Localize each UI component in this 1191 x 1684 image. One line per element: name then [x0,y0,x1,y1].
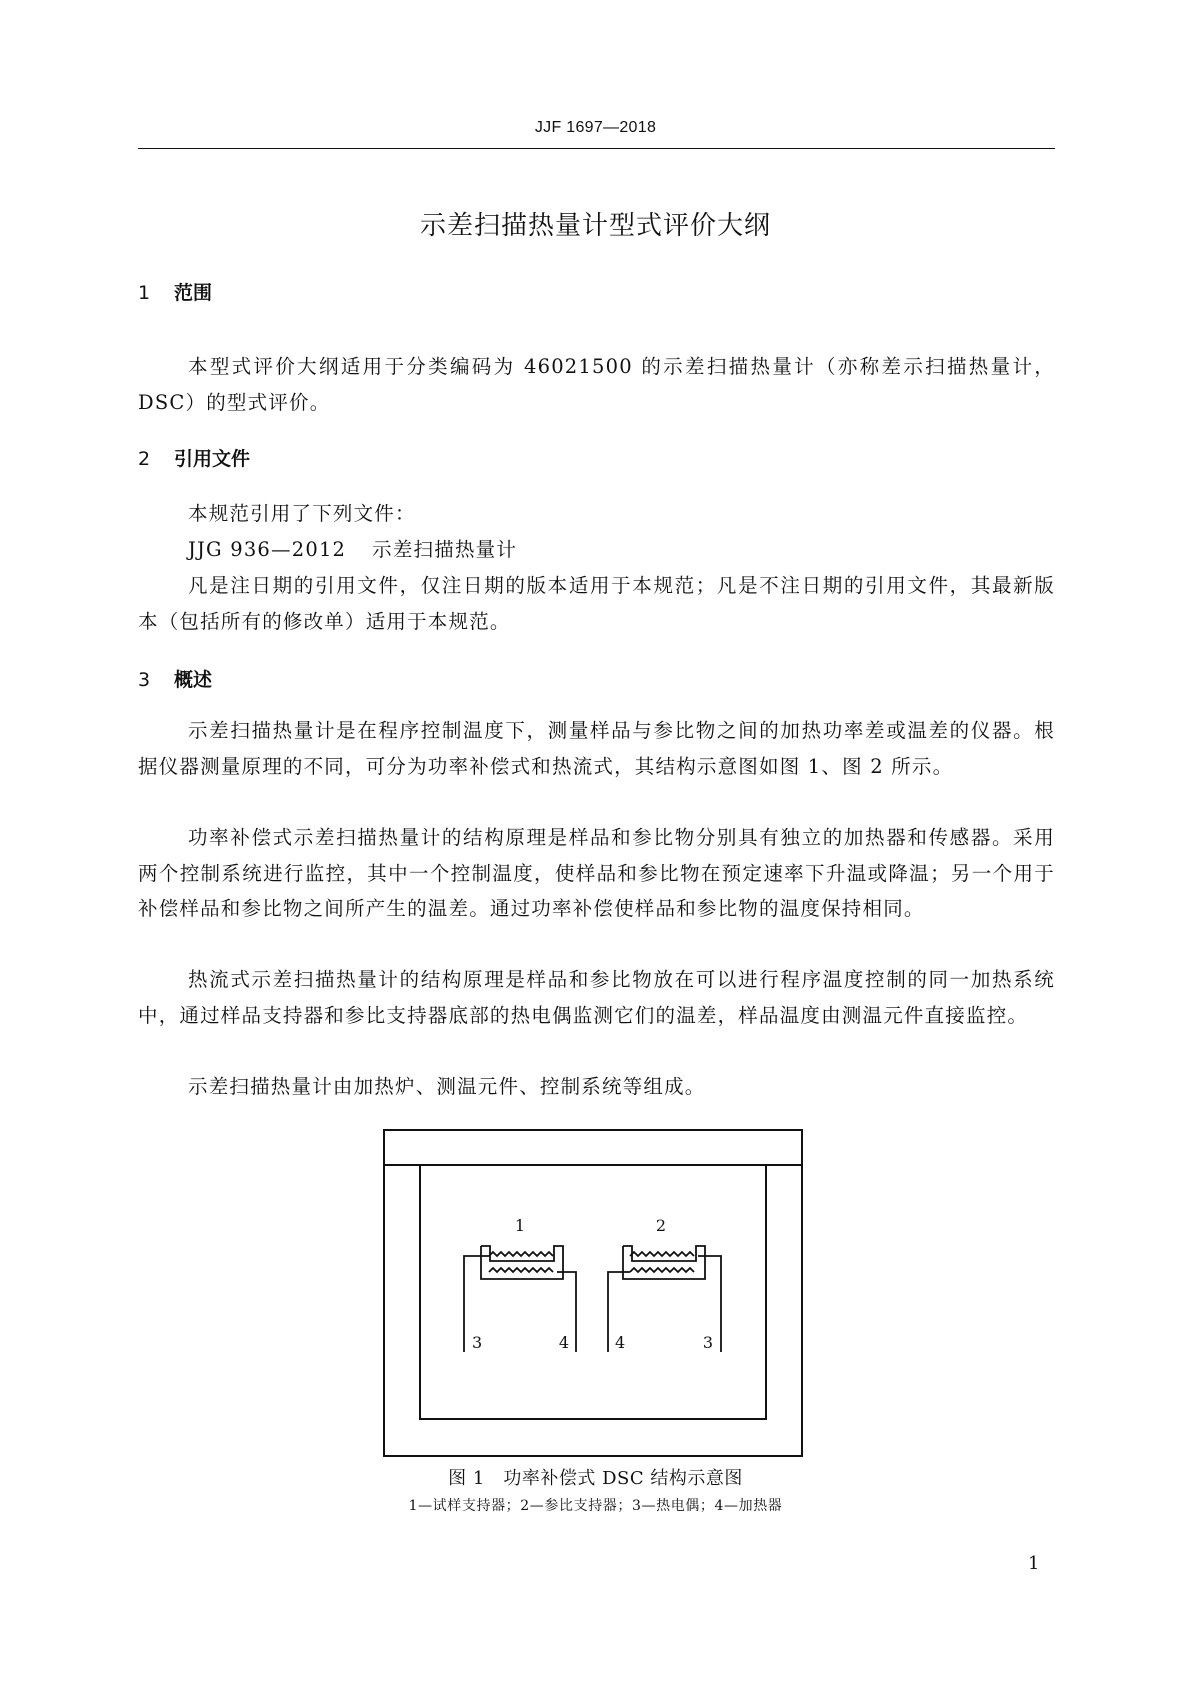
section-3-paragraph-4: 示差扫描热量计由加热炉、测温元件、控制系统等组成。 [188,1075,706,1098]
section-3-number: 3 [138,669,151,691]
figure-1-caption: 图 1 功率补偿式 DSC 结构示意图 [448,1468,743,1489]
document-title: 示差扫描热量计型式评价大纲 [419,211,771,241]
section-1-title: 范围 [174,282,213,304]
reference-sensor-coil [630,1252,694,1256]
section-1-heading [138,280,212,306]
section-1-paragraph: 本型式评价大纲适用于分类编码为 46021500 的示差扫描热量计（亦称差示扫描热量计，DSC）的型式评价。 [138,355,1055,414]
section-1-number: 1 [138,282,151,304]
figure-1-legend: 1—试样支持器；2—参比支持器；3—热电偶；4—加热器 [408,1498,783,1514]
page-number: 1 [1028,1553,1040,1574]
section-3-paragraph-3: 热流式示差扫描热量计的结构原理是样品和参比物放在可以进行程序温度控制的同一加热系统中，通过样品支持器和参比支持器底部的热电偶监测它们的温差，样品温度由测温元件直接监控。 [138,968,1055,1027]
section-2-title: 引用文件 [174,448,251,470]
section-3-paragraph-1: 示差扫描热量计是在程序控制温度下，测量样品与参比物之间的加热功率差或温差的仪器。根据仪器测量原理的不同，可分为功率补偿式和热流式，其结构示意图如图 1、图 2 所示。 [138,719,1055,778]
label-thermocouple-left: 3 [472,1333,483,1352]
sample-holder-cup [481,1246,563,1279]
header-rule [138,148,1055,149]
section-3-heading [138,667,212,693]
section-2-intro: 本规范引用了下列文件： [188,502,416,525]
label-sample-holder: 1 [514,1216,526,1235]
section-3-title: 概述 [174,669,213,691]
label-reference-holder: 2 [655,1216,667,1235]
section-2-heading [138,446,250,472]
section-2-number: 2 [138,448,151,470]
label-heater-right: 4 [615,1333,626,1352]
reference-heater-coil [630,1268,694,1272]
reference-code: JJG 936—2012 [188,538,347,561]
reference-title: 示差扫描热量计 [372,538,518,561]
header-standard-code: JJF 1697—2018 [534,119,657,136]
reference-holder-cup [623,1246,705,1279]
sample-sensor-coil [489,1252,553,1256]
sample-heater-coil [489,1268,553,1272]
furnace-outer-wall [384,1130,802,1456]
reference-entry [188,532,517,568]
label-thermocouple-right: 3 [702,1333,713,1352]
furnace-inner-chamber [420,1165,766,1419]
label-heater-left: 4 [558,1333,569,1352]
section-2-note: 凡是注日期的引用文件，仅注日期的版本适用于本规范；凡是不注日期的引用文件，其最新版本（包括所有的修改单）适用于本规范。 [138,574,1055,633]
furnace-body [384,1130,802,1456]
section-3-paragraph-2: 功率补偿式示差扫描热量计的结构原理是样品和参比物分别具有独立的加热器和传感器。采用两个控制系统进行监控，其中一个控制温度，使样品和参比物在预定速率下升温或降温；另一个用于补偿样品和参比物之间所产生的温差。通过功率补偿使样品和参比物的温度保持相同。 [138,826,1055,920]
figure-1-diagram [383,1129,803,1457]
